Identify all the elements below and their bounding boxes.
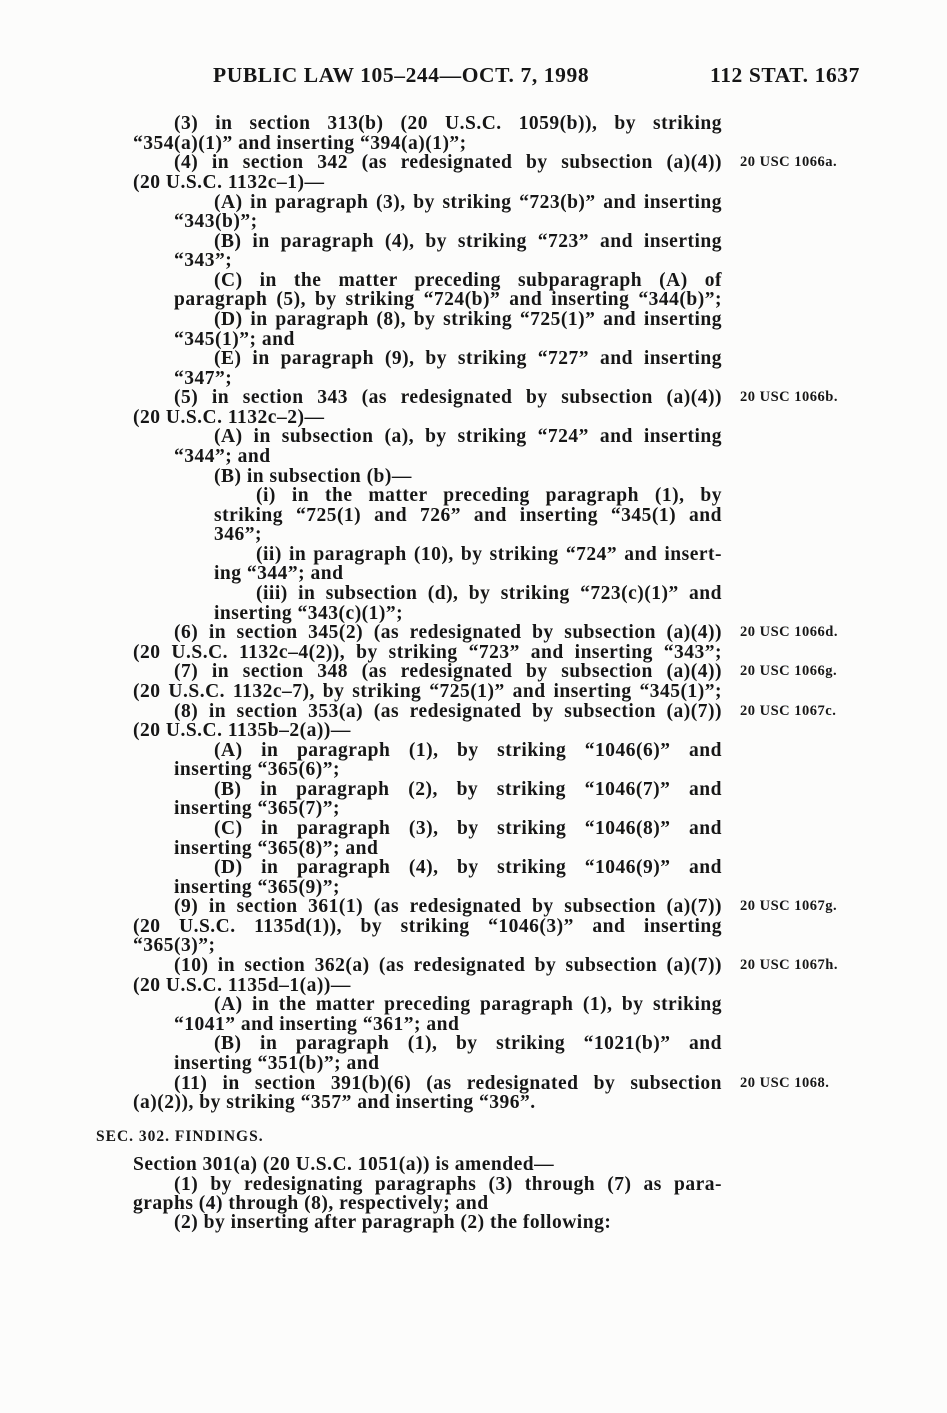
line-text: inserting “351(b)”; and: [174, 1052, 380, 1074]
margin-note: 20 USC 1066d.: [740, 624, 838, 641]
text-line: [0, 545, 947, 565]
text-line: [0, 153, 947, 173]
section-text-block: [0, 1155, 947, 1232]
text-line: [0, 1194, 947, 1213]
line-text: (20 U.S.C. 1135b–2(a))—: [133, 720, 351, 742]
line-text: (B) in paragraph (4), by striking “723” and inserting: [214, 230, 722, 252]
line-text: (B) in paragraph (1), by striking “1021(b)” and: [214, 1033, 722, 1055]
text-line: [0, 741, 947, 761]
text-line: [0, 936, 947, 956]
text-line: [0, 330, 947, 350]
text-line: [0, 232, 947, 252]
line-text: (A) in paragraph (3), by striking “723(b)” and inserting: [214, 191, 722, 213]
line-text: (20 U.S.C. 1132c–7), by striking “725(1)” and inserting “345(1)”;: [133, 680, 722, 702]
line-text: “354(a)(1)” and inserting “394(a)(1)”;: [133, 132, 467, 154]
line-text: “365(3)”;: [133, 935, 216, 957]
text-line: [0, 212, 947, 232]
text-line: [0, 702, 947, 722]
text-line: [0, 467, 947, 487]
text-line: [0, 976, 947, 996]
text-line: [0, 623, 947, 643]
text-line: [0, 1093, 947, 1113]
line-text: “1041” and inserting “361”; and: [174, 1013, 460, 1035]
line-text: Section 301(a) (20 U.S.C. 1051(a)) is amended—: [133, 1154, 555, 1176]
line-text: (B) in subsection (b)—: [214, 465, 412, 487]
text-line: [0, 858, 947, 878]
margin-note: 20 USC 1066b.: [740, 389, 838, 406]
text-line: [0, 799, 947, 819]
line-text: (20 U.S.C. 1135d–1(a))—: [133, 974, 351, 996]
line-text: (D) in paragraph (8), by striking “725(1)” and inserting: [214, 308, 722, 330]
line-text: inserting “343(c)(1)”;: [214, 602, 404, 624]
line-text: (9) in section 361(1) (as redesignated by subsection (a)(7)): [174, 896, 722, 918]
line-text: (1) by redesignating paragraphs (3) through (7) as para-: [174, 1173, 722, 1195]
line-text: (4) in section 342 (as redesignated by subsection (a)(4)): [174, 152, 722, 174]
line-text: “343(b)”;: [174, 211, 258, 233]
text-line: [0, 1175, 947, 1194]
line-text: (A) in subsection (a), by striking “724” and inserting: [214, 426, 722, 448]
line-text: inserting “365(6)”;: [174, 759, 341, 781]
text-line: [0, 995, 947, 1015]
line-text: (20 U.S.C. 1135d(1)), by striking “1046(3)” and inserting: [133, 915, 722, 937]
text-line: [0, 1034, 947, 1054]
text-line: [0, 1155, 947, 1174]
text-line: [0, 760, 947, 780]
line-text: (11) in section 391(b)(6) (as redesignated by subsection: [174, 1072, 722, 1094]
margin-note: 20 USC 1067c.: [740, 702, 837, 719]
line-text: striking “725(1) and 726” and inserting “345(1) and: [214, 504, 722, 526]
text-line: [0, 349, 947, 369]
text-line: [0, 819, 947, 839]
text-line: [0, 447, 947, 467]
line-text: (7) in section 348 (as redesignated by subsection (a)(4)): [174, 661, 722, 683]
text-line: [0, 173, 947, 193]
line-text: (i) in the matter preceding paragraph (1), by: [256, 485, 722, 507]
text-line: [0, 1015, 947, 1035]
margin-note: 20 USC 1066g.: [740, 663, 838, 680]
line-text: (20 U.S.C. 1132c–2)—: [133, 406, 325, 428]
line-text: (20 U.S.C. 1132c–4(2)), by striking “723” and inserting “343”;: [133, 641, 722, 663]
line-text: paragraph (5), by striking “724(b)” and inserting “344(b)”;: [174, 289, 722, 311]
text-line: [0, 721, 947, 741]
section-heading: SEC. 302. FINDINGS.: [96, 1127, 264, 1145]
amendment-text-block: [0, 114, 947, 1112]
line-text: (3) in section 313(b) (20 U.S.C. 1059(b)), by striking: [174, 113, 722, 135]
running-header-law: PUBLIC LAW 105–244—OCT. 7, 1998: [213, 63, 590, 87]
line-text: (ii) in paragraph (10), by striking “724” and insert-: [256, 543, 722, 565]
line-text: (C) in paragraph (3), by striking “1046(8)” and: [214, 818, 722, 839]
text-line: [0, 584, 947, 604]
text-line: [0, 408, 947, 428]
line-text: (iii) in subsection (d), by striking “723(c)(1)” and: [256, 583, 722, 605]
text-line: [0, 839, 947, 859]
line-text: (a)(2)), by striking “357” and inserting “396”.: [133, 1092, 536, 1114]
line-text: (A) in the matter preceding paragraph (1), by striking: [214, 994, 722, 1016]
line-text: (A) in paragraph (1), by striking “1046(6)” and: [214, 739, 722, 761]
text-line: [0, 917, 947, 937]
text-line: [0, 878, 947, 898]
running-header-stat-page: 112 STAT. 1637: [710, 63, 860, 87]
text-line: [0, 369, 947, 389]
line-text: inserting “365(8)”; and: [174, 837, 379, 859]
line-text: inserting “365(7)”;: [174, 798, 341, 820]
line-text: (10) in section 362(a) (as redesignated by subsection (a)(7)): [174, 955, 722, 977]
line-text: 346”;: [214, 524, 262, 546]
line-text: (6) in section 345(2) (as redesignated by subsection (a)(4)): [174, 622, 722, 644]
text-line: [0, 486, 947, 506]
line-text: (20 U.S.C. 1132c–1)—: [133, 171, 325, 193]
line-text: (D) in paragraph (4), by striking “1046(9)” and: [214, 857, 722, 879]
text-line: [0, 604, 947, 624]
line-text: (2) by inserting after paragraph (2) the following:: [174, 1211, 612, 1233]
text-line: [0, 956, 947, 976]
text-line: [0, 114, 947, 134]
line-text: “343”;: [174, 250, 233, 272]
text-line: [0, 564, 947, 584]
text-line: [0, 525, 947, 545]
line-text: “344”; and: [174, 446, 271, 468]
text-line: [0, 427, 947, 447]
line-text: (8) in section 353(a) (as redesignated by subsection (a)(7)): [174, 700, 722, 722]
text-line: [0, 1074, 947, 1094]
text-line: [0, 662, 947, 682]
line-text: “347”;: [174, 367, 233, 389]
text-line: [0, 271, 947, 291]
text-line: [0, 290, 947, 310]
text-line: [0, 310, 947, 330]
margin-note: 20 USC 1068.: [740, 1074, 830, 1091]
line-text: (C) in the matter preceding subparagraph (A) of: [214, 269, 722, 291]
margin-note: 20 USC 1066a.: [740, 154, 838, 171]
text-line: [0, 682, 947, 702]
text-line: [0, 1213, 947, 1232]
text-line: [0, 506, 947, 526]
line-text: (B) in paragraph (2), by striking “1046(7)” and: [214, 778, 722, 800]
line-text: inserting “365(9)”;: [174, 876, 341, 898]
line-text: graphs (4) through (8), respectively; and: [133, 1192, 489, 1214]
text-line: [0, 897, 947, 917]
text-line: [0, 134, 947, 154]
text-line: [0, 193, 947, 213]
line-text: ing “344”; and: [214, 563, 344, 585]
margin-note: 20 USC 1067g.: [740, 898, 838, 915]
line-text: (5) in section 343 (as redesignated by subsection (a)(4)): [174, 387, 722, 409]
margin-note: 20 USC 1067h.: [740, 957, 838, 974]
text-line: [0, 388, 947, 408]
line-text: “345(1)”; and: [174, 328, 295, 350]
text-line: [0, 780, 947, 800]
line-text: (E) in paragraph (9), by striking “727” and inserting: [214, 348, 722, 370]
text-line: [0, 643, 947, 663]
text-line: [0, 251, 947, 271]
text-line: [0, 1054, 947, 1074]
